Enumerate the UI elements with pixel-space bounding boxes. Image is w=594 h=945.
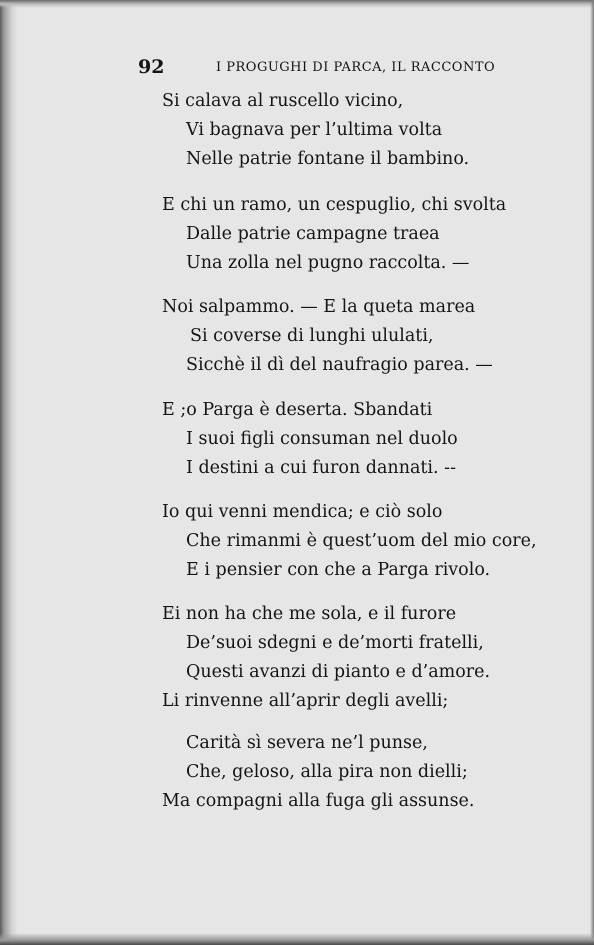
page-binding-shadow (0, 0, 18, 945)
page-bottom-edge (0, 933, 594, 945)
poem-line: Carità sì severa ne’l punse, (186, 733, 428, 753)
poem-line: Dalle patrie campagne traea (186, 224, 440, 244)
poem-line: I destini a cui furon dannati. -- (186, 458, 456, 478)
page-top-edge (0, 0, 594, 8)
poem-line: Si calava al ruscello vicino, (162, 91, 404, 111)
poem-line: Nelle patrie fontane il bambino. (186, 149, 470, 169)
poem-line: Ma compagni alla fuga gli assunse. (162, 791, 475, 811)
poem-line: Si coverse di lunghi ululati, (190, 326, 434, 346)
page-number: 92 (138, 56, 165, 78)
poem-line: De’suoi sdegni e de’morti fratelli, (186, 633, 484, 653)
poem-line: Questi avanzi di pianto e d’amore. (186, 662, 491, 682)
poem-line: Che rimanmi è quest’uom del mio core, (186, 531, 537, 551)
poem-line: Che, geloso, alla pira non dielli; (186, 762, 468, 782)
poem-line: Una zolla nel pugno raccolta. — (186, 253, 470, 273)
poem-line: I suoi figli consuman nel duolo (186, 429, 458, 449)
poem-line: Noi salpammo. — E la queta marea (162, 297, 476, 317)
poem-line: Ei non ha che me sola, e il furore (162, 604, 457, 624)
poem-line: E chi un ramo, un cespuglio, chi svolta (162, 195, 507, 215)
poem-line: Io qui venni mendica; e ciò solo (162, 502, 443, 522)
page-right-edge (590, 0, 594, 945)
poem-line: E ;o Parga è deserta. Sbandati (162, 400, 433, 420)
running-title: I PROGUGHI DI PARCA, IL RACCONTO (216, 60, 496, 75)
poem-line: E i pensier con che a Parga rivolo. (186, 560, 491, 580)
page-header (138, 56, 504, 80)
poem-line: Vi bagnava per l’ultima volta (186, 120, 443, 140)
poem-line: Li rinvenne all’aprir degli avelli; (162, 691, 449, 711)
poem-line: Sicchè il dì del naufragio parea. — (186, 355, 493, 375)
